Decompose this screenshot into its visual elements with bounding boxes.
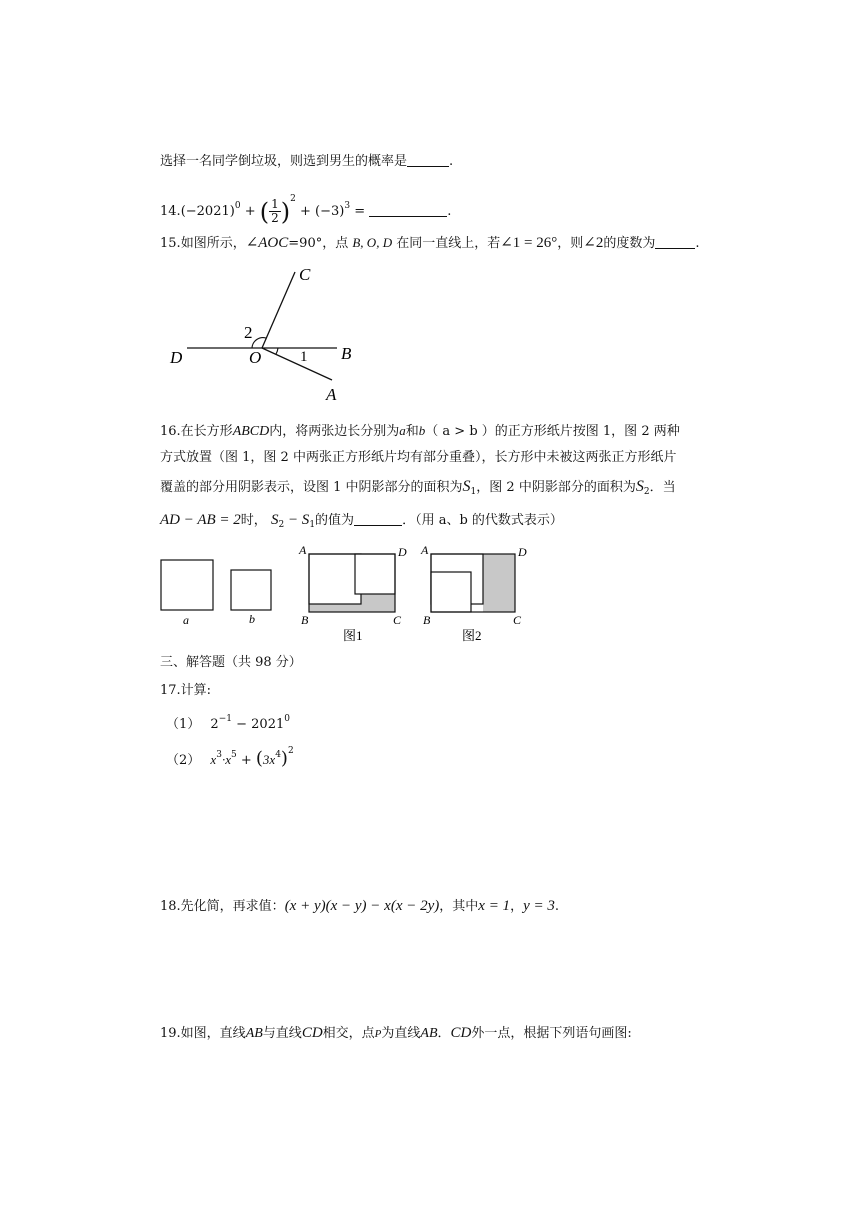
label-C: C: [299, 265, 311, 284]
label-A: A: [326, 385, 337, 402]
label-2: 2: [244, 323, 253, 342]
ray-OC: [262, 272, 295, 348]
q14-fraction: $\frac{1}{2}$: [271, 197, 279, 225]
svg-text:A: A: [299, 543, 307, 557]
question-16-line1: 16.在长方形ABCD内，将两张边长分别为a和b（ a > b ）的正方形纸片按图 1，图 2 两种: [160, 423, 680, 439]
question-16-line4: AD − AB = 2时， $S_2 - S_1$的值为 ．（用 a、b 的代数式表示）: [160, 512, 563, 530]
label-B: B: [341, 344, 352, 363]
question-15: 15.如图所示，∠AOC=90°，点 B, O, D 在同一直线上，若∠1 = 26°，则∠2的度数为 .: [160, 235, 700, 251]
question-19: 19.如图，直线AB与直线CD相交，点P为直线AB．CD外一点，根据下列语句画图:: [160, 1025, 632, 1041]
q16-answer-blank[interactable]: [354, 513, 402, 526]
q13-answer-blank[interactable]: [407, 154, 449, 167]
angle-figure: [165, 262, 365, 402]
q17-part-1: （1） $2^{-1} - 2021^0$: [166, 714, 290, 732]
svg-text:C: C: [393, 613, 402, 627]
figure-1: [298, 543, 407, 642]
question-18: 18.先化简，再求值：(x + y)(x − y) − x(x − 2y)，其中x = 1，y = 3.: [160, 898, 559, 914]
svg-text:C: C: [513, 613, 522, 627]
square-b: [231, 570, 271, 610]
question-17: 17.计算:: [160, 683, 212, 698]
label-square-a: a: [183, 613, 189, 627]
svg-text:D: D: [518, 545, 527, 559]
q14-number: 14.: [160, 204, 181, 219]
label-D: D: [170, 348, 183, 367]
svg-text:B: B: [423, 613, 431, 627]
question-16-line2: 方式放置（图 1，图 2 中两张正方形纸片均有部分重叠），长方形中未被这两张正方形纸片: [160, 450, 677, 465]
fig2-caption: 图2: [462, 628, 482, 642]
svg-text:D: D: [398, 545, 407, 559]
question-13-text: 选择一名同学倒垃圾，则选到男生的概率是 .: [160, 154, 454, 169]
ray-OA: [262, 348, 332, 380]
square-figures: [155, 542, 535, 642]
fig1-caption: 图1: [343, 628, 363, 642]
section-3-title: 三、解答题（共 98 分）: [160, 655, 302, 670]
q13-text: 选择一名同学倒垃圾，则选到男生的概率是: [160, 154, 408, 169]
figure-2: [420, 543, 527, 642]
label-square-b: b: [249, 612, 255, 626]
label-O: O: [249, 348, 262, 367]
angle-1-arc: [276, 348, 278, 354]
q15-answer-blank[interactable]: [655, 236, 695, 249]
square-a: [161, 560, 213, 610]
svg-text:B: B: [301, 613, 309, 627]
q17-part-2: （2） $x^3\cdot x^5 + (3x^4)^2$: [166, 746, 294, 769]
question-14: $14.(-2021)^0$ + ( $\frac{1}{2}$ )$^2 + (-3)^3$ = .: [160, 194, 452, 226]
label-1: 1: [300, 349, 308, 365]
q14-answer-blank[interactable]: [369, 204, 447, 217]
svg-text:A: A: [421, 543, 429, 557]
question-16-line3: 覆盖的部分用阴影表示，设图 1 中阴影部分的面积为$S_1$，图 2 中阴影部分的面积为$S_2$．当: [160, 478, 676, 497]
